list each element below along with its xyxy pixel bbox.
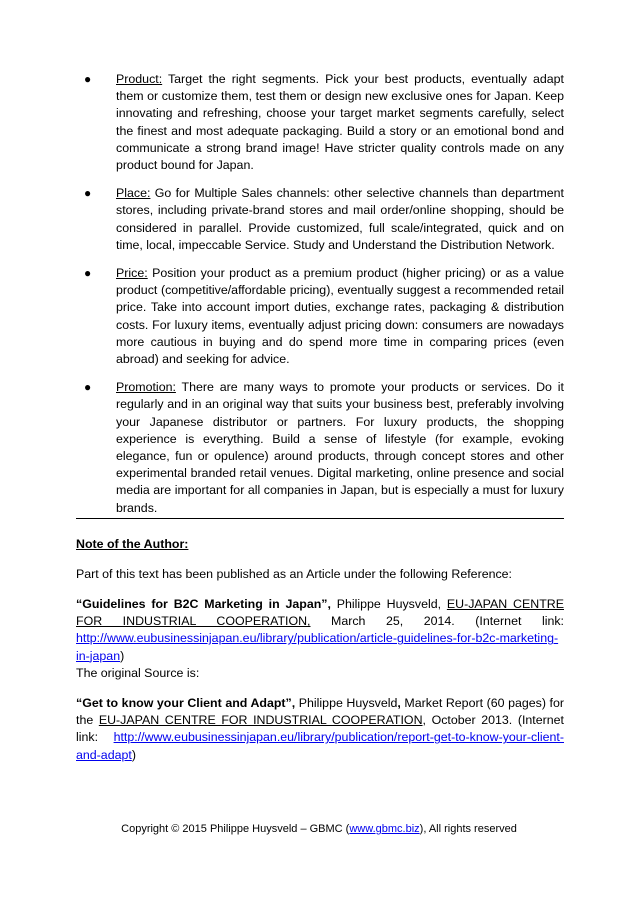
bullet-dot-icon: ●: [84, 380, 92, 395]
source-desc: Market Report (60 pages) for the: [76, 696, 564, 728]
bullet-label: Place:: [116, 186, 151, 201]
footer-copyright: Copyright © 2015 Philippe Huysveld – GBMC (: [121, 823, 350, 835]
source-link[interactable]: http://www.eubusinessinjapan.eu/library/publication/report-get-to-know-your-client-and-adapt: [76, 730, 564, 762]
bullet-text: Go for Multiple Sales channels: other selective channels than department stores, including private-brand stores and mail order/online shopping, should be considered in parallel. Provide customized, full scale/integrated, quick and on time, local, impeccable Service. Study and Understand the Distribution Network.: [116, 186, 564, 252]
marketing-mix-list: [76, 71, 564, 528]
bullet-dot-icon: ●: [84, 186, 92, 201]
bullet-label: Price:: [116, 266, 148, 281]
article-org: EU-JAPAN CENTRE FOR INDUSTRIAL COOPERATION,: [76, 597, 564, 629]
source-author: Philippe Huysveld: [295, 696, 398, 710]
source-close: ): [131, 747, 136, 762]
bullet-product: [76, 71, 564, 174]
note-intro: Part of this text has been published as an Article under the following Reference:: [76, 567, 513, 581]
article-date: March 25, 2014. (Internet link:: [310, 614, 564, 629]
page-footer: [0, 823, 638, 835]
article-title: “Guidelines for B2C Marketing in Japan”,: [76, 597, 331, 611]
footer-link[interactable]: www.gbmc.biz: [349, 823, 420, 835]
bullet-dot-icon: ●: [84, 266, 92, 281]
article-author: Philippe Huysveld,: [330, 597, 447, 611]
section-divider: [76, 518, 564, 519]
article-link[interactable]: http://www.eubusinessinjapan.eu/library/publication/article-guidelines-for-b2c-marketing-in-japan: [76, 631, 559, 663]
bullet-text: Position your product as a premium product (higher pricing) or as a value product (competitive/affordable pricing), eventually suggest a recommended retail price. Take into account import duties, exchange rates, packaging & distribution costs. For luxury items, eventually adjust pricing down: consumers are nowadays more cautious in buying and do spend more time in comparing prices (even abroad) and seeking for advice.: [116, 266, 564, 367]
bullet-label: Promotion:: [116, 380, 176, 395]
bullet-price: [76, 265, 564, 368]
bullet-dot-icon: ●: [84, 72, 92, 86]
source-comma: ,: [397, 696, 401, 710]
bullet-label: Product:: [116, 72, 163, 86]
source-org: EU-JAPAN CENTRE FOR INDUSTRIAL COOPERATION: [98, 713, 423, 728]
bullet-text: There are many ways to promote your products or services. Do it regularly and in an original way that suits your business best, preferably involving your Japanese distributor or partners. For luxury products, the shopping experience is everything. Build a sense of lifestyle (for example, evoking elegance, fun or opulence) around products, through concept stores and other experimental branded retail venues. Digital marketing, online presence and social media are important for all companies in Japan, but is especially a must for luxury brands.: [116, 380, 564, 515]
bullet-promotion: [76, 379, 564, 517]
source-date: , October 2013. (Internet link:: [76, 713, 564, 745]
reference-article: [76, 596, 564, 665]
note-heading: Note of the Author:: [76, 537, 189, 551]
footer-rights: ), All rights reserved: [419, 823, 517, 835]
reference-source: [76, 695, 564, 764]
source-intro: The original Source is:: [76, 666, 200, 680]
bullet-place: [76, 185, 564, 254]
bullet-text: Target the right segments. Pick your best products, eventually adapt them or customize them, test them or design new exclusive ones for Japan. Keep innovating and refreshing, choose your target market segments carefully, select the finest and most adequate packaging. Build a story or an emotional bond and communicate a strong brand image! Have stricter quality controls made on any product bound for Japan.: [116, 72, 564, 173]
source-title: “Get to know your Client and Adapt”,: [76, 696, 296, 710]
article-close: ): [120, 648, 125, 663]
